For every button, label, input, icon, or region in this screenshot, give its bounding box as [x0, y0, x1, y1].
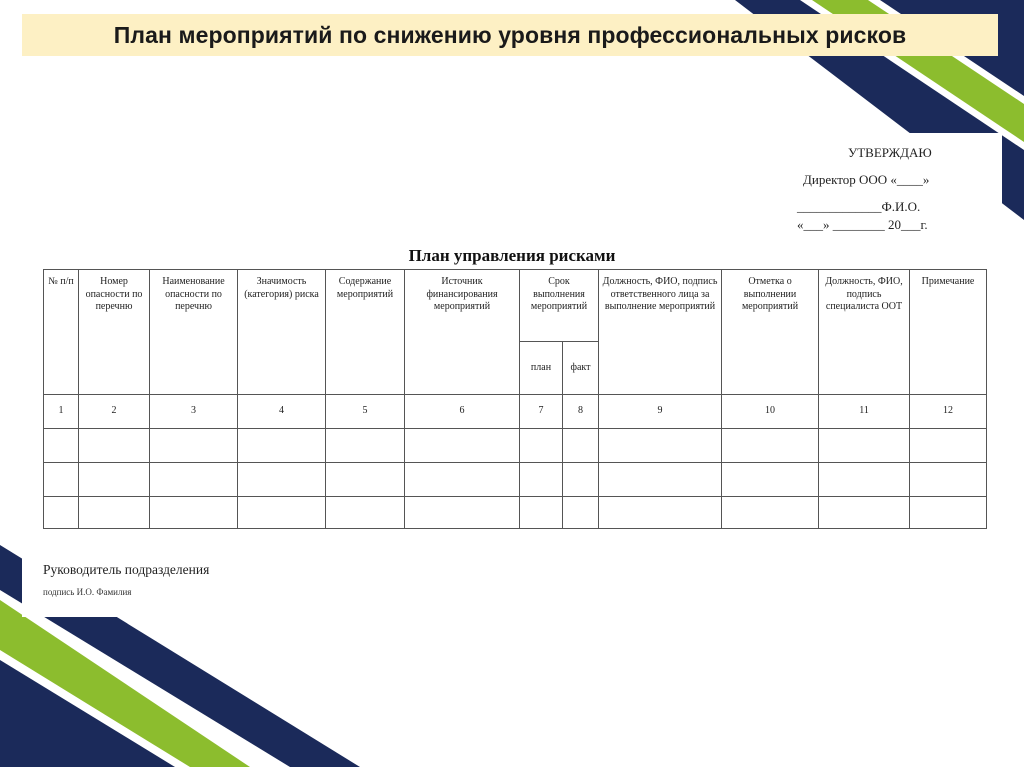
- table-cell: [819, 497, 910, 529]
- table-cell: [79, 429, 150, 463]
- table-cell: [722, 463, 819, 497]
- slide-title: План мероприятий по снижению уровня профессиональных рисков: [113, 21, 907, 48]
- table-cell: [405, 497, 520, 529]
- signature-caption: подпись И.О. Фамилия: [43, 587, 132, 597]
- table-cell: [326, 429, 405, 463]
- table-cell: [722, 429, 819, 463]
- table-cell: [819, 429, 910, 463]
- header-funding: Источник финансирования мероприятий: [405, 270, 520, 395]
- table-cell: [405, 429, 520, 463]
- column-number: 11: [819, 395, 910, 429]
- approval-date: «___» ________ 20___г.: [797, 217, 928, 232]
- table-cell: [910, 463, 987, 497]
- slide-title-bar: [22, 14, 998, 56]
- table-cell: [150, 497, 238, 529]
- header-fact: факт: [563, 342, 599, 395]
- table-cell: [326, 497, 405, 529]
- table-cell: [910, 429, 987, 463]
- header-hazard-no: Номер опасности по перечню: [79, 270, 150, 395]
- table-cell: [238, 429, 326, 463]
- table-cell: [563, 429, 599, 463]
- table-cell: [238, 463, 326, 497]
- table-cell: [520, 429, 563, 463]
- table-cell: [599, 463, 722, 497]
- signature-role: Руководитель подразделения: [43, 562, 210, 577]
- table-cell: [44, 463, 79, 497]
- table-cell: [599, 497, 722, 529]
- column-number: 8: [563, 395, 599, 429]
- table-cell: [563, 463, 599, 497]
- table-cell: [819, 463, 910, 497]
- document-title: План управления рисками: [408, 246, 616, 265]
- table-cell: [520, 497, 563, 529]
- header-mark: Отметка о выполнении мероприятий: [722, 270, 819, 395]
- header-specialist: Должность, ФИО, подпись специалиста ООТ: [819, 270, 910, 395]
- column-number: 6: [405, 395, 520, 429]
- header-num: № п/п: [44, 270, 79, 395]
- table-cell: [150, 429, 238, 463]
- column-number: 1: [44, 395, 79, 429]
- header-hazard-name: Наименование опасности по перечню: [150, 270, 238, 395]
- column-number: 7: [520, 395, 563, 429]
- table-row: [44, 429, 987, 463]
- header-significance: Значимость (категория) риска: [238, 270, 326, 395]
- table-row: [44, 497, 987, 529]
- column-number: 9: [599, 395, 722, 429]
- risk-plan-table: [43, 269, 987, 529]
- column-number: 4: [238, 395, 326, 429]
- table-cell: [326, 463, 405, 497]
- table-cell: [44, 497, 79, 529]
- table-cell: [79, 463, 150, 497]
- table-cell: [44, 429, 79, 463]
- header-content: Содержание мероприятий: [326, 270, 405, 395]
- table-cell: [520, 463, 563, 497]
- header-row: [44, 270, 987, 342]
- header-note: Примечание: [910, 270, 987, 395]
- table-cell: [910, 497, 987, 529]
- header-responsible: Должность, ФИО, подпись ответственного лица за выполнение мероприятий: [599, 270, 722, 395]
- table-row: [44, 463, 987, 497]
- header-plan: план: [520, 342, 563, 395]
- table-cell: [722, 497, 819, 529]
- column-number: 5: [326, 395, 405, 429]
- approval-fio: _____________Ф.И.О.: [797, 199, 921, 214]
- column-number: 3: [150, 395, 238, 429]
- column-number: 2: [79, 395, 150, 429]
- table-cell: [599, 429, 722, 463]
- table-cell: [79, 497, 150, 529]
- table-cell: [563, 497, 599, 529]
- column-number-row: [44, 395, 987, 429]
- table-cell: [150, 463, 238, 497]
- header-deadline: Срок выполнения мероприятий: [520, 270, 599, 342]
- table-cell: [238, 497, 326, 529]
- column-number: 10: [722, 395, 819, 429]
- approval-header: УТВЕРЖДАЮ: [848, 145, 932, 160]
- table-cell: [405, 463, 520, 497]
- approval-director: Директор ООО «____»: [803, 172, 930, 187]
- column-number: 12: [910, 395, 987, 429]
